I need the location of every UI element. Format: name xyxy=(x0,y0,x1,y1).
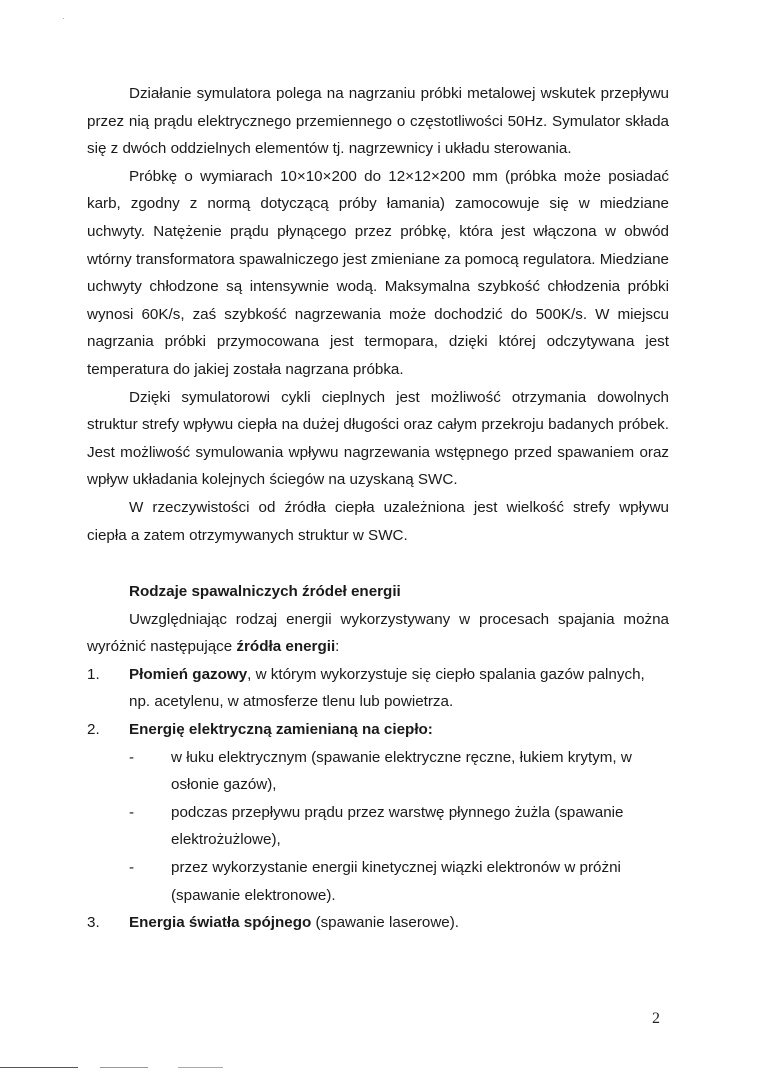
section-intro-bold: źródła energii xyxy=(236,638,336,656)
list-item-lead: Energia światła spójnego xyxy=(129,914,312,932)
sub-list-text: w łuku elektrycznym (spawanie elektryczne ręczne, łukiem krytym, w osłonie gazów), xyxy=(171,748,632,794)
section-intro-text: Uwzględniając rodzaj energii wykorzystywany w procesach spajania można wyróżnić następujące xyxy=(87,610,669,656)
list-number: 3. xyxy=(87,914,100,932)
document-body xyxy=(87,80,669,937)
paragraph-sample-dimensions: Próbkę o wymiarach 10×10×200 do 12×12×200 mm (próbka może posiadać karb, zgodny z normą dotyczącą próby łamania) zamocowuje się w miedziane uchwyty. Natężenie prądu płynącego przez próbkę, która jest włączona w obwód wtórny transformatora spawalniczego jest zmieniane za pomocą regulatora. Miedziane uchwyty chłodzone są intensywnie wodą. Maksymalna szybkość chłodzenia próbki wynosi 60K/s, zaś szybkość nagrzewania może dochodzić do 500K/s. W miejscu nagrzania próbki przymocowana jest termopara, dzięki której odczytywana jest temperatura do jakiej została nagrzana próbka. xyxy=(87,167,669,378)
page-number: 2 xyxy=(652,1010,660,1027)
list-number: 2. xyxy=(87,721,100,739)
section-intro-colon: : xyxy=(335,638,340,656)
list-item-1 xyxy=(87,661,669,716)
sub-list-item xyxy=(87,799,669,854)
list-number: 1. xyxy=(87,665,100,683)
list-item-lead: Energię elektryczną zamienianą na ciepło: xyxy=(129,721,433,739)
sub-list-text: podczas przepływu prądu przez warstwę płynnego żużla (spawanie elektrożużlowe), xyxy=(171,803,624,849)
list-item-2 xyxy=(87,716,669,744)
paragraph-simulator-operation: Działanie symulatora polega na nagrzaniu próbki metalowej wskutek przepływu przez nią prądu elektrycznego przemiennego o częstotliwości 50Hz. Symulator składa się z dwóch oddzielnych elementów tj. nagrzewnicy i układu sterowania. xyxy=(87,85,669,158)
list-item-text: (spawanie laserowe). xyxy=(311,914,460,932)
scan-artifact-line xyxy=(100,1067,148,1068)
scan-mark-icon: · xyxy=(62,14,65,23)
paragraph-heat-source: W rzeczywistości od źródła ciepła uzależniona jest wielkość strefy wpływu ciepła a zatem otrzymywanych struktur w SWC. xyxy=(87,498,669,544)
list-item-lead: Płomień gazowy xyxy=(129,665,248,683)
scan-artifact-line xyxy=(0,1067,78,1068)
dash-bullet: - xyxy=(129,859,135,877)
list-item-text: , w którym wykorzystuje się ciepło spalania gazów palnych, np. acetylenu, w atmosferze tlenu lub powietrza. xyxy=(129,665,645,711)
section-gap xyxy=(87,549,669,578)
section-intro xyxy=(87,606,669,661)
dash-bullet: - xyxy=(129,803,135,821)
sub-list-item xyxy=(87,744,669,799)
sub-list-text: przez wykorzystanie energii kinetycznej wiązki elektronów w próżni (spawanie elektronowe). xyxy=(171,859,621,904)
dash-bullet: - xyxy=(129,748,135,766)
list-item-3 xyxy=(87,909,669,937)
paragraph-thermal-cycles: Dzięki symulatorowi cykli cieplnych jest możliwość otrzymania dowolnych struktur strefy wpływu ciepła na dużej długości oraz całym przekroju badanych próbek. Jest możliwość symulowania wpływu nagrzewania wstępnego przed spawaniem oraz wpływ układania kolejnych ściegów na uzyskaną SWC. xyxy=(87,388,669,489)
scan-artifact-line xyxy=(178,1067,223,1068)
section-heading: Rodzaje spawalniczych źródeł energii xyxy=(129,583,401,601)
sub-list-item xyxy=(87,854,669,909)
